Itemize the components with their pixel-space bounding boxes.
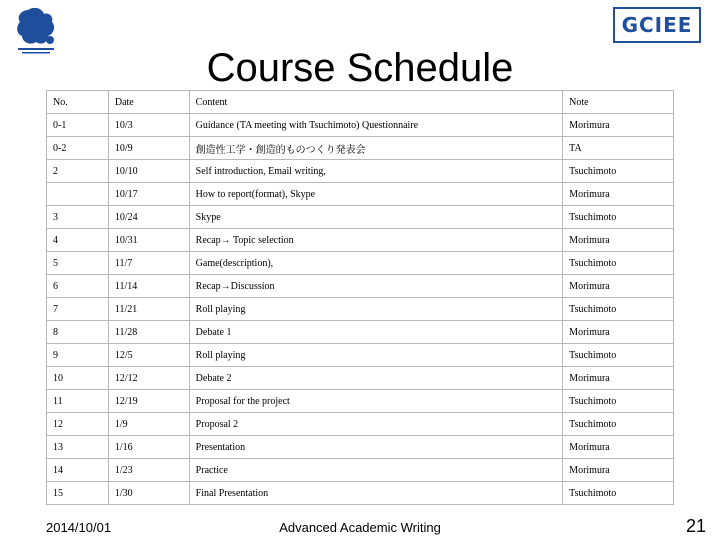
cell-note: Tsuchimoto	[563, 160, 674, 183]
cell-date: 12/19	[108, 390, 189, 413]
cell-content: Final Presentation	[189, 482, 563, 505]
table-row	[47, 367, 674, 390]
cell-no: 8	[47, 321, 109, 344]
table-row	[47, 137, 674, 160]
table-row	[47, 298, 674, 321]
cell-no: 9	[47, 344, 109, 367]
cell-content: Debate 1	[189, 321, 563, 344]
table-row	[47, 160, 674, 183]
table-row	[47, 183, 674, 206]
cell-no: 3	[47, 206, 109, 229]
cell-note: Tsuchimoto	[563, 482, 674, 505]
cell-note: Morimura	[563, 229, 674, 252]
cell-note: Tsuchimoto	[563, 298, 674, 321]
cell-date: 11/7	[108, 252, 189, 275]
table-row	[47, 344, 674, 367]
cell-content: Recap→ Topic selection	[189, 229, 563, 252]
cell-date: 1/30	[108, 482, 189, 505]
col-header-note: Note	[563, 91, 674, 114]
cell-no: 0-1	[47, 114, 109, 137]
footer-course: Advanced Academic Writing	[279, 520, 441, 535]
cell-content: Proposal 2	[189, 413, 563, 436]
cell-note: Morimura	[563, 459, 674, 482]
cell-no: 11	[47, 390, 109, 413]
schedule-table	[46, 90, 674, 505]
table-row	[47, 413, 674, 436]
table-row	[47, 390, 674, 413]
page-title: Course Schedule	[206, 46, 514, 90]
cell-note: Morimura	[563, 114, 674, 137]
cell-no: 12	[47, 413, 109, 436]
cell-content: Practice	[189, 459, 563, 482]
table-row	[47, 275, 674, 298]
cell-content: Self introduction, Email writing,	[189, 160, 563, 183]
cell-content: Roll playing	[189, 298, 563, 321]
cell-date: 10/31	[108, 229, 189, 252]
cell-no: 15	[47, 482, 109, 505]
table-row	[47, 229, 674, 252]
cell-note: Tsuchimoto	[563, 413, 674, 436]
cell-date: 10/24	[108, 206, 189, 229]
cell-no: 2	[47, 160, 109, 183]
cell-note: Morimura	[563, 275, 674, 298]
cell-no	[47, 183, 109, 206]
cell-no: 5	[47, 252, 109, 275]
gciee-logo	[613, 7, 701, 43]
col-header-content: Content	[189, 91, 563, 114]
cell-content: Game(description),	[189, 252, 563, 275]
cell-date: 1/23	[108, 459, 189, 482]
cell-no: 13	[47, 436, 109, 459]
page-number: 21	[685, 516, 706, 536]
cell-content: Recap→Discussion	[189, 275, 563, 298]
cell-date: 12/5	[108, 344, 189, 367]
table-row	[47, 436, 674, 459]
cell-date: 11/21	[108, 298, 189, 321]
cell-date: 11/28	[108, 321, 189, 344]
cell-no: 14	[47, 459, 109, 482]
table-row	[47, 321, 674, 344]
cell-no: 7	[47, 298, 109, 321]
cell-note: Tsuchimoto	[563, 390, 674, 413]
cell-date: 12/12	[108, 367, 189, 390]
col-header-no: No.	[47, 91, 109, 114]
cell-note: Morimura	[563, 367, 674, 390]
cell-note: TA	[563, 137, 674, 160]
cell-no: 0-2	[47, 137, 109, 160]
table-row	[47, 252, 674, 275]
cell-content: How to report(format), Skype	[189, 183, 563, 206]
table-row	[47, 114, 674, 137]
cell-no: 10	[47, 367, 109, 390]
cell-date: 1/16	[108, 436, 189, 459]
cell-content: 創造性工学・創造的ものつくり発表会	[189, 137, 563, 160]
table-row	[47, 459, 674, 482]
cell-content: Debate 2	[189, 367, 563, 390]
cell-date: 10/9	[108, 137, 189, 160]
cell-note: Morimura	[563, 321, 674, 344]
cell-date: 11/14	[108, 275, 189, 298]
table-row	[47, 482, 674, 505]
cell-content: Presentation	[189, 436, 563, 459]
cell-note: Morimura	[563, 436, 674, 459]
footer-date: 2014/10/01	[46, 520, 112, 535]
cell-note: Tsuchimoto	[563, 206, 674, 229]
table-header-row	[47, 91, 674, 114]
cell-no: 4	[47, 229, 109, 252]
cell-content: Skype	[189, 206, 563, 229]
col-header-date: Date	[108, 91, 189, 114]
cell-note: Tsuchimoto	[563, 344, 674, 367]
footer-course-wrap	[0, 520, 720, 535]
cell-note: Tsuchimoto	[563, 252, 674, 275]
schedule-body	[47, 114, 674, 505]
cell-content: Roll playing	[189, 344, 563, 367]
cell-date: 10/17	[108, 183, 189, 206]
cell-no: 6	[47, 275, 109, 298]
gciee-logo-text: GCIEE	[621, 13, 693, 37]
table-row	[47, 206, 674, 229]
cell-content: Guidance (TA meeting with Tsuchimoto) Questionnaire	[189, 114, 563, 137]
cell-date: 10/10	[108, 160, 189, 183]
cell-date: 10/3	[108, 114, 189, 137]
cell-date: 1/9	[108, 413, 189, 436]
cell-content: Proposal for the project	[189, 390, 563, 413]
cell-note: Morimura	[563, 183, 674, 206]
